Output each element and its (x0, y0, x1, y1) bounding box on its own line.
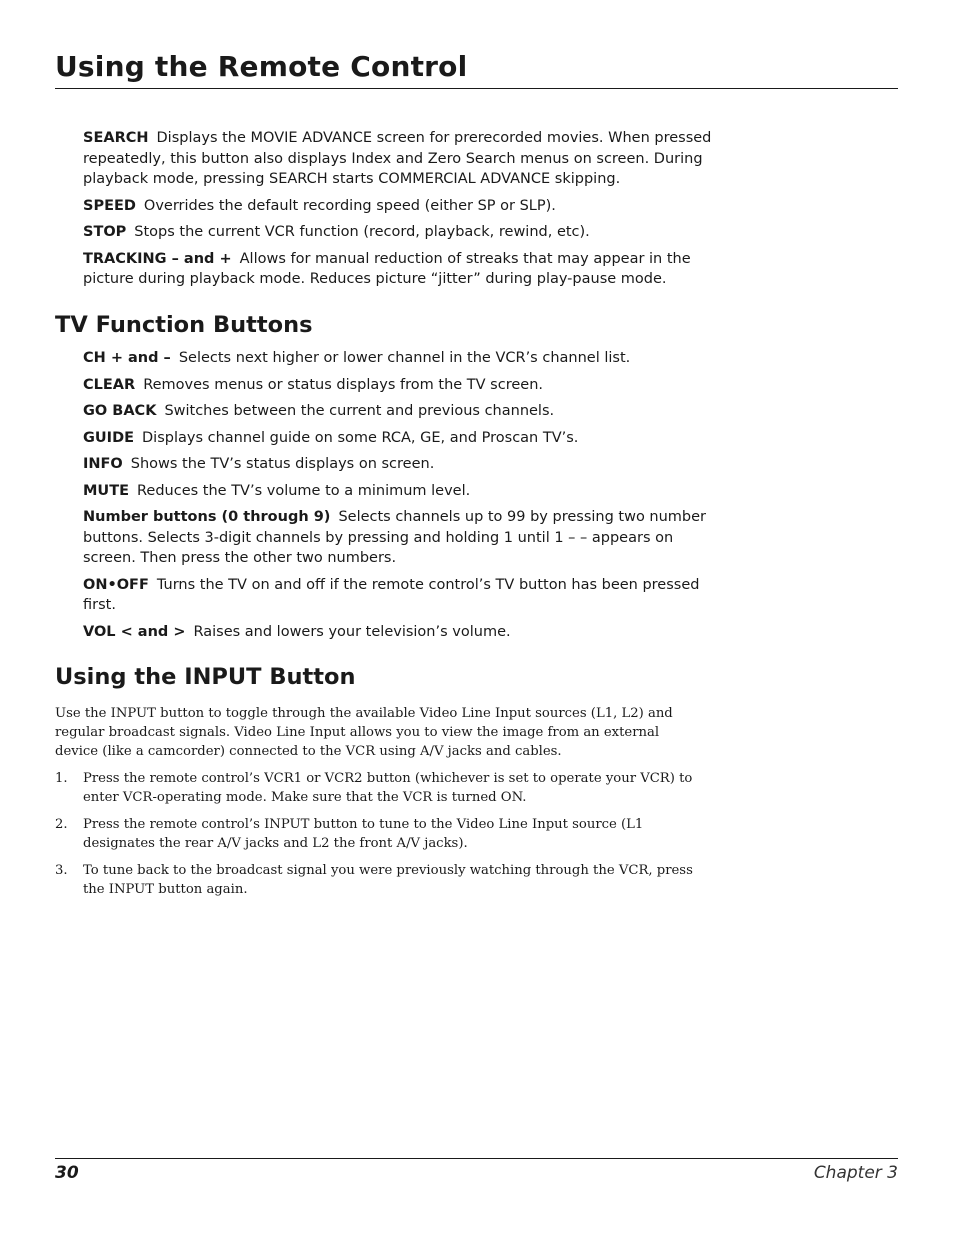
definition-item (83, 128, 713, 190)
definition-item (83, 622, 713, 643)
step-text: Press the remote control’s VCR1 or VCR2 button (whichever is set to operate your VCR) to enter VCR-operating mode. Make sure that the VCR is turned ON. (83, 771, 693, 805)
step-text: To tune back to the broadcast signal you were previously watching through the VCR, press the INPUT button again. (83, 863, 693, 897)
definition-item (83, 249, 713, 290)
definition-text: Selects next higher or lower channel in the VCR’s channel list. (178, 350, 631, 366)
title-rule (55, 88, 898, 89)
step-text: Press the remote control’s INPUT button to tune to the Video Line Input source (L1 designates the rear A/V jacks and L2 the front A/V jacks). (83, 817, 644, 851)
definition-term: CH + and – (83, 350, 171, 366)
definition-text: Shows the TV’s status displays on screen. (130, 456, 435, 472)
definition-term: MUTE (83, 482, 129, 499)
definition-item (83, 507, 713, 569)
definition-text: Displays channel guide on some RCA, GE, and Proscan TV’s. (142, 429, 579, 446)
definition-term: CLEAR (83, 376, 136, 393)
list-item (55, 861, 705, 899)
definition-item (83, 454, 713, 475)
definition-text: Turns the TV on and off if the remote control’s TV button has been pressed first. (83, 576, 700, 613)
definition-term: SEARCH (83, 130, 149, 146)
footer-rule (55, 1158, 898, 1159)
input-steps-list (55, 769, 705, 907)
page-title: Using the Remote Control (55, 50, 468, 83)
definition-item (83, 575, 713, 616)
chapter-label: Chapter 3 (813, 1163, 898, 1183)
step-number: 1. (55, 771, 68, 786)
definition-text: Switches between the current and previous channels. (164, 403, 555, 419)
definition-text: Stops the current VCR function (record, playback, rewind, etc). (134, 224, 590, 240)
definition-text: Allows for manual reduction of streaks that may appear in the picture during playback mode. Reduces picture “jitter” during play-pause mode. (83, 250, 691, 287)
definition-term: INFO (83, 456, 123, 472)
definition-text: Raises and lowers your television’s volume. (193, 623, 511, 640)
page-number: 30 (55, 1163, 79, 1183)
list-item (55, 815, 705, 853)
step-number: 3. (55, 863, 68, 878)
list-item (55, 769, 705, 807)
definition-text: Reduces the TV’s volume to a minimum level. (137, 482, 471, 499)
definition-term: STOP (83, 224, 127, 240)
tv-button-list (83, 348, 713, 648)
step-number: 2. (55, 817, 68, 832)
vcr-button-list (83, 128, 713, 296)
section-heading-tv-functions: TV Function Buttons (55, 312, 313, 338)
definition-text: Displays the MOVIE ADVANCE screen for prerecorded movies. When pressed repeatedly, this button also displays Index and Zero Search menus on screen. During playback mode, pressing SEARCH starts COMMERCIAL ADVANCE skipping. (83, 130, 712, 187)
definition-term: VOL < and > (83, 623, 186, 640)
definition-item (83, 196, 713, 217)
definition-term: ON•OFF (83, 576, 149, 593)
definition-term: TRACKING – and + (83, 250, 232, 267)
section-heading-input-button: Using the INPUT Button (55, 664, 356, 690)
definition-term: GO BACK (83, 403, 157, 419)
input-intro-paragraph: Use the INPUT button to toggle through the available Video Line Input sources (L1, L2) and regular broadcast signals. Video Line Input allows you to view the image from an external device (like a camcorder) connected to the VCR using A/V jacks and cables. (55, 706, 673, 759)
definition-term: SPEED (83, 197, 136, 214)
definition-item (83, 428, 713, 449)
definition-text: Selects channels up to 99 by pressing two number buttons. Selects 3-digit channels by pressing and holding 1 until 1 – – appears on screen. Then press the other two numbers. (83, 509, 707, 566)
definition-item (83, 481, 713, 502)
definition-term: GUIDE (83, 429, 135, 446)
definition-text: Overrides the default recording speed (either SP or SLP). (143, 197, 556, 214)
definition-term: Number buttons (0 through 9) (83, 509, 331, 525)
definition-item (83, 222, 713, 243)
definition-item (83, 375, 713, 396)
definition-item (83, 401, 713, 422)
definition-text: Removes menus or status displays from the TV screen. (143, 376, 543, 393)
definition-item (83, 348, 713, 369)
